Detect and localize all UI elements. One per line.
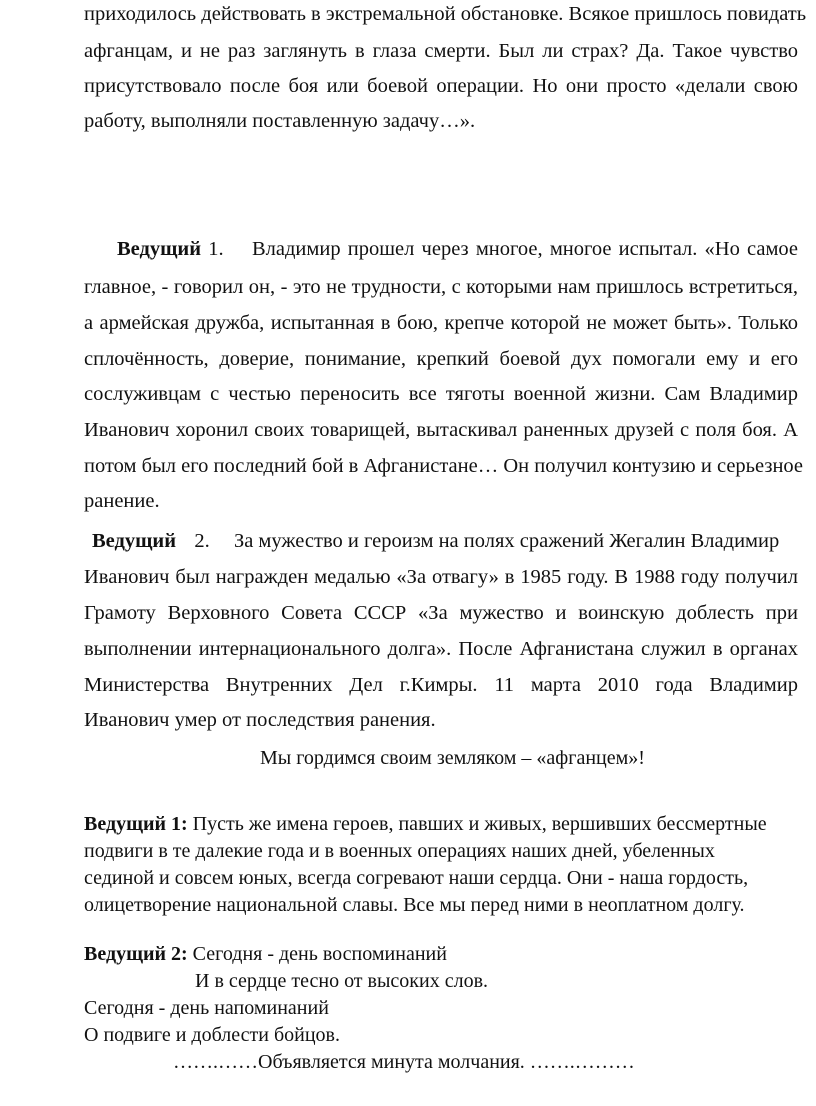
text-line: сединой и совсем юных, всегда согревают наши сердца. Они - наша гордость, [84, 867, 749, 889]
text-line: а армейская дружба, испытанная в бою, крепче которой не может быть». Только [84, 312, 798, 334]
text-line: главное, - говорил он, - это не трудности, с которыми нам пришлось встретиться, [84, 276, 798, 298]
text-line: Министерства Внутренних Дел г.Кимры. 11 марта 2010 года Владимир [84, 674, 798, 696]
line-text: Владимир прошел через многое, многое испытал. «Но самое [252, 238, 799, 260]
speaker-label: Ведущий [92, 530, 177, 552]
text-line: приходилось действовать в экстремальной обстановке. Всякое пришлось повидать [84, 3, 807, 25]
text-line: Иванович умер от последствия ранения. [84, 709, 436, 731]
text-line: Грамоту Верховного Совета СССР «За мужество и воинскую доблесть при [84, 602, 798, 624]
text-line [84, 813, 798, 836]
poem-line: О подвиге и доблести бойцов. [84, 1024, 340, 1046]
text-line: сослуживцам с честью переносить все тяготы военной жизни. Сам Владимир [84, 383, 798, 405]
text-line: олицетворение национальной славы. Все мы перед ними в неоплатном долгу. [84, 894, 745, 916]
line-text: За мужество и героизм на полях сражений Жегалин Владимир [233, 530, 780, 552]
text-line: работу, выполняли поставленную задачу…». [84, 110, 476, 132]
pride-line: Мы гордимся своим земляком – «афганцем»! [260, 747, 645, 769]
text-line: потом был его последний бой в Афганистане… Он получил контузию и серьезное [84, 455, 804, 477]
silence-line: …….……Объявляется минута молчания. …….……… [173, 1051, 635, 1073]
text-line: выполнении интернационального долга». После Афганистана служил в органах [84, 638, 798, 660]
speaker-label: Ведущий [117, 238, 202, 260]
text-line: ранение. [84, 490, 160, 512]
text-line: присутствовало после боя или боевой операции. Но они просто «делали свою [84, 75, 798, 97]
text-line: подвиги в те далекие года и в военных операциях наших дней, убеленных [84, 840, 715, 862]
speaker-label: Ведущий 1: [84, 813, 188, 835]
text-line: Иванович хоронил своих товарищей, вытаскивал раненных друзей с поля боя. А [84, 419, 798, 441]
text-line: сплочённость, доверие, понимание, крепкий боевой дух помогали ему и его [84, 348, 798, 370]
text-line [84, 943, 798, 966]
text-line: Иванович был награжден медалью «За отвагу» в 1985 году. В 1988 году получил [84, 566, 798, 588]
text-line [117, 238, 798, 261]
text-line [92, 530, 798, 553]
speaker-label: Ведущий 2: [84, 943, 188, 965]
text-line: афганцам, и не раз заглянуть в глаза смерти. Был ли страх? Да. Такое чувство [84, 40, 798, 62]
poem-line: И в сердце тесно от высоких слов. [195, 970, 489, 992]
speaker-number: 1. [208, 238, 224, 260]
poem-line: Сегодня - день напоминаний [84, 997, 329, 1019]
speaker-number: 2. [194, 530, 210, 552]
line-text: Сегодня - день воспоминаний [192, 943, 447, 965]
line-text: Пусть же имена героев, павших и живых, вершивших бессмертные [192, 813, 767, 835]
